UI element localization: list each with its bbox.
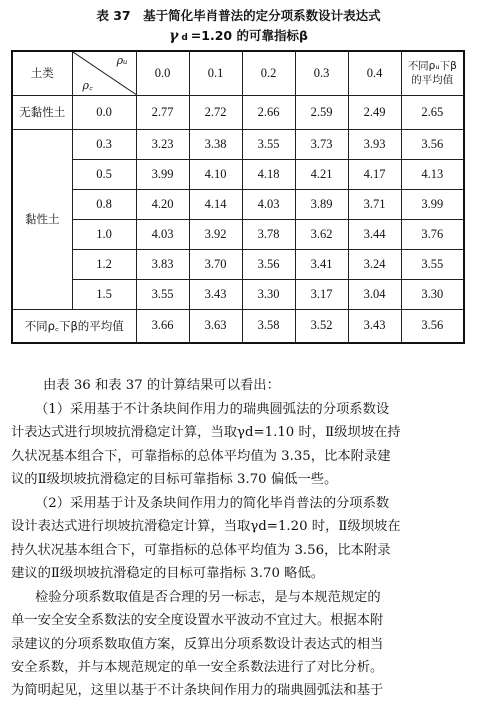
table-subcaption — [0, 26, 477, 44]
value-cell: 3.17 — [295, 279, 348, 309]
header-diagonal-cell — [72, 51, 136, 95]
subcaption-text: =1.20 的可靠指标β — [190, 28, 308, 43]
footer-value: 3.43 — [348, 309, 401, 343]
table-row — [12, 249, 464, 279]
value-cell: 3.55 — [136, 279, 189, 309]
value-cell: 2.59 — [295, 95, 348, 129]
paragraph-conclusion-2: （2）采用基于计及条块间作用力的简化毕肖普法的分项系数 设计表达式进行坝坡抗滑稳定计算，当取γd=1.20 时，Ⅱ级坝坡在 持久状况基本组合下，可靠指标的总体平均值为 3.56，比本附录 建议的Ⅱ级坝坡抗滑稳定的目标可靠指标 3.70 略低。 — [11, 496, 401, 581]
value-cell: 3.62 — [295, 219, 348, 249]
rho-c-cell: 0.8 — [72, 189, 136, 219]
value-cell: 3.55 — [242, 129, 295, 159]
value-cell: 3.38 — [189, 129, 242, 159]
avg-cell: 4.13 — [401, 159, 464, 189]
gamma-subscript: d — [181, 33, 188, 43]
value-cell: 3.24 — [348, 249, 401, 279]
header-col: 0.0 — [136, 51, 189, 95]
value-cell: 3.56 — [242, 249, 295, 279]
gamma-symbol: γ — [169, 28, 179, 44]
avg-cell: 3.30 — [401, 279, 464, 309]
header-col: 0.3 — [295, 51, 348, 95]
soil-type-cell: 黏性土 — [12, 129, 72, 309]
value-cell: 4.10 — [189, 159, 242, 189]
value-cell: 3.89 — [295, 189, 348, 219]
value-cell: 3.83 — [136, 249, 189, 279]
footer-value: 3.63 — [189, 309, 242, 343]
rho-c-cell: 1.0 — [72, 219, 136, 249]
value-cell: 2.72 — [189, 95, 242, 129]
rho-c-cell: 1.2 — [72, 249, 136, 279]
value-cell: 3.30 — [242, 279, 295, 309]
header-col: 0.2 — [242, 51, 295, 95]
header-col: 0.1 — [189, 51, 242, 95]
value-cell: 3.23 — [136, 129, 189, 159]
value-cell: 4.03 — [242, 189, 295, 219]
value-cell: 3.43 — [189, 279, 242, 309]
footer-label: 不同ρ꜀下β的平均值 — [12, 309, 136, 343]
value-cell: 3.04 — [348, 279, 401, 309]
paragraph-intro: 由表 36 和表 37 的计算结果可以看出： — [43, 378, 280, 393]
rho-c-cell: 0.3 — [72, 129, 136, 159]
value-cell: 4.14 — [189, 189, 242, 219]
value-cell: 4.03 — [136, 219, 189, 249]
value-cell: 3.70 — [189, 249, 242, 279]
footer-row — [12, 309, 464, 343]
value-cell: 4.20 — [136, 189, 189, 219]
soil-type-cell: 无黏性土 — [12, 95, 72, 129]
rho-c-cell: 0.5 — [72, 159, 136, 189]
table-row — [12, 159, 464, 189]
paragraph-conclusion-1: （1）采用基于不计条块间作用力的瑞典圆弧法的分项系数设 计表达式进行坝坡抗滑稳定计算，当取γd=1.10 时，Ⅱ级坝坡在持 久状况基本组合下，可靠指标的总体平均值为 3.35，比本附录建 议的Ⅱ级坝坡抗滑稳定的目标可靠指标 3.70 偏低一些。 — [11, 402, 401, 487]
footer-avg: 3.56 — [401, 309, 464, 343]
avg-cell: 3.76 — [401, 219, 464, 249]
table-caption: 表 37 基于简化毕肖普法的定分项系数设计表达式 — [96, 8, 381, 23]
table-row — [12, 189, 464, 219]
table-row — [12, 219, 464, 249]
paragraph-verification: 检验分项系数取值是否合理的另一标志，是与本规范规定的 单一安全安全系数法的安全度设置水平波动不宜过大。根据本附 录建议的分项系数取值方案，反算出分项系数设计表达式的相当 安全系数，并与本规范规定的单一安全系数法进行了对比分析。 为简明起见，这里以基于不计条块间作用力的瑞典圆弧法和基于 — [11, 590, 384, 699]
value-cell: 3.78 — [242, 219, 295, 249]
footer-value: 3.66 — [136, 309, 189, 343]
rho-c-label: ρ꜀ — [82, 78, 93, 92]
header-row — [12, 51, 464, 95]
rho-c-cell: 1.5 — [72, 279, 136, 309]
header-avg: 不同ρᵤ下β 的平均值 — [401, 51, 464, 95]
avg-cell: 3.56 — [401, 129, 464, 159]
avg-cell: 2.65 — [401, 95, 464, 129]
value-cell: 3.73 — [295, 129, 348, 159]
table-row — [12, 129, 464, 159]
value-cell: 3.44 — [348, 219, 401, 249]
header-col: 0.4 — [348, 51, 401, 95]
rho-u-label: ρᵤ — [116, 54, 128, 67]
value-cell: 3.71 — [348, 189, 401, 219]
value-cell: 3.41 — [295, 249, 348, 279]
table-row — [12, 279, 464, 309]
footer-value: 3.52 — [295, 309, 348, 343]
value-cell: 4.17 — [348, 159, 401, 189]
value-cell: 4.18 — [242, 159, 295, 189]
table-row — [12, 95, 464, 129]
avg-cell: 3.55 — [401, 249, 464, 279]
avg-cell: 3.99 — [401, 189, 464, 219]
value-cell: 3.99 — [136, 159, 189, 189]
header-soil-type: 土类 — [12, 51, 72, 95]
reliability-index-table — [11, 50, 465, 344]
value-cell: 3.92 — [189, 219, 242, 249]
value-cell: 2.49 — [348, 95, 401, 129]
value-cell: 2.77 — [136, 95, 189, 129]
rho-c-cell: 0.0 — [72, 95, 136, 129]
value-cell: 3.93 — [348, 129, 401, 159]
value-cell: 2.66 — [242, 95, 295, 129]
footer-value: 3.58 — [242, 309, 295, 343]
value-cell: 4.21 — [295, 159, 348, 189]
